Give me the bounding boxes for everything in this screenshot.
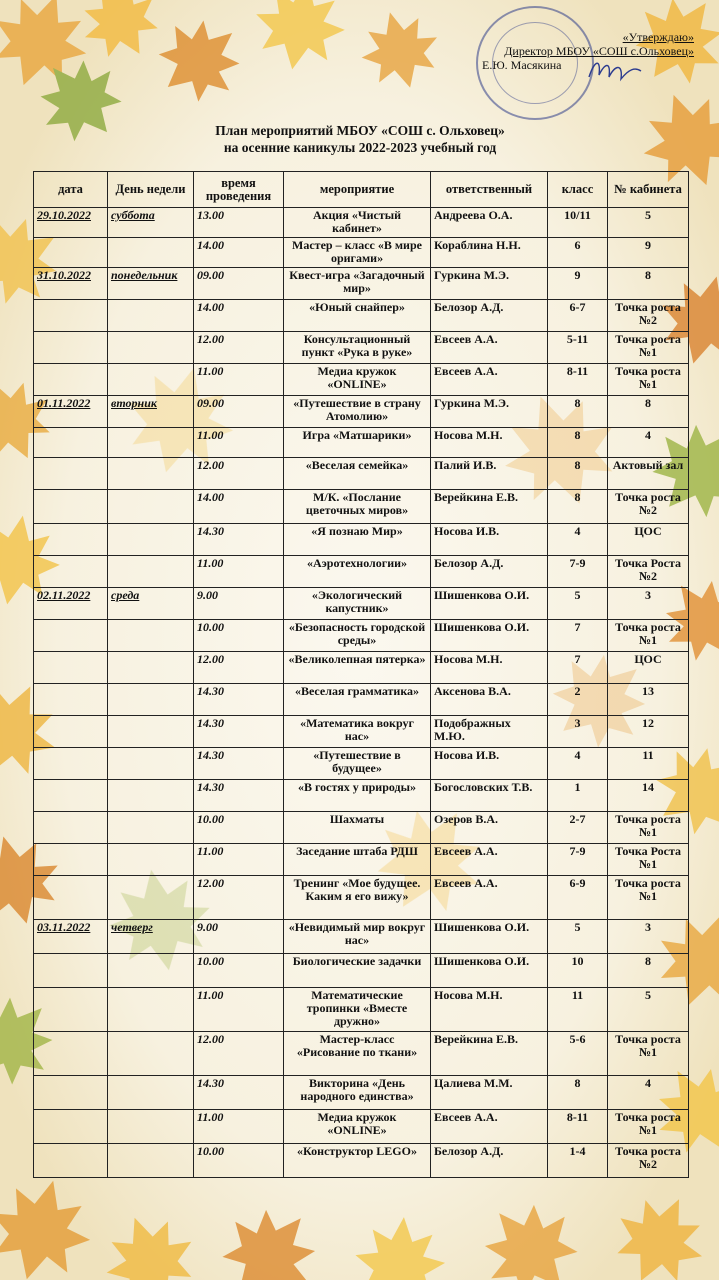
cell-date bbox=[34, 238, 108, 268]
cell-cls: 9 bbox=[548, 268, 608, 300]
cell-time: 11.00 bbox=[194, 556, 284, 588]
col-header-time: время проведения bbox=[194, 172, 284, 208]
cell-time: 13.00 bbox=[194, 208, 284, 238]
table-row bbox=[34, 620, 689, 652]
cell-event: «Я познаю Мир» bbox=[284, 524, 431, 556]
cell-cls: 8 bbox=[548, 396, 608, 428]
cell-event: Биологические задачки bbox=[284, 954, 431, 988]
cell-day bbox=[108, 524, 194, 556]
cell-date bbox=[34, 1076, 108, 1110]
cell-room: Точка роста №1 bbox=[608, 1032, 689, 1076]
cell-responsible: Носова И.В. bbox=[431, 524, 548, 556]
cell-day bbox=[108, 1076, 194, 1110]
cell-day bbox=[108, 954, 194, 988]
cell-responsible: Белозор А.Д. bbox=[431, 300, 548, 332]
cell-date bbox=[34, 684, 108, 716]
cell-date bbox=[34, 748, 108, 780]
cell-time: 09.00 bbox=[194, 268, 284, 300]
cell-event: Игра «Матшарики» bbox=[284, 428, 431, 458]
cell-room: Точка роста №1 bbox=[608, 620, 689, 652]
cell-cls: 2-7 bbox=[548, 812, 608, 844]
approval-position: Директор МБОУ «СОШ с.Ольховец» bbox=[504, 44, 694, 58]
cell-date: 29.10.2022 bbox=[34, 208, 108, 238]
cell-room: 12 bbox=[608, 716, 689, 748]
cell-time: 11.00 bbox=[194, 844, 284, 876]
cell-cls: 8 bbox=[548, 490, 608, 524]
table-row bbox=[34, 268, 689, 300]
cell-room: 8 bbox=[608, 954, 689, 988]
cell-time: 14.30 bbox=[194, 1076, 284, 1110]
cell-event: «В гостях у природы» bbox=[284, 780, 431, 812]
cell-responsible: Шишенкова О.И. bbox=[431, 920, 548, 954]
cell-date: 01.11.2022 bbox=[34, 396, 108, 428]
cell-date bbox=[34, 490, 108, 524]
cell-room: Точка роста №1 bbox=[608, 876, 689, 920]
cell-responsible: Евсеев А.А. bbox=[431, 876, 548, 920]
cell-event: «Аэротехнологии» bbox=[284, 556, 431, 588]
cell-date bbox=[34, 780, 108, 812]
cell-room: 14 bbox=[608, 780, 689, 812]
cell-time: 11.00 bbox=[194, 1110, 284, 1144]
cell-room: 3 bbox=[608, 588, 689, 620]
cell-cls: 3 bbox=[548, 716, 608, 748]
cell-day bbox=[108, 300, 194, 332]
cell-responsible: Евсеев А.А. bbox=[431, 364, 548, 396]
cell-day bbox=[108, 1110, 194, 1144]
cell-room: Актовый зал bbox=[608, 458, 689, 490]
cell-responsible: Гуркина М.Э. bbox=[431, 268, 548, 300]
cell-cls: 6 bbox=[548, 238, 608, 268]
title-line-2: на осенние каникулы 2022-2023 учебный год bbox=[223, 140, 497, 155]
cell-room: 11 bbox=[608, 748, 689, 780]
table-row bbox=[34, 1032, 689, 1076]
cell-date bbox=[34, 556, 108, 588]
cell-cls: 10/11 bbox=[548, 208, 608, 238]
cell-event: «Юный снайпер» bbox=[284, 300, 431, 332]
table-row bbox=[34, 876, 689, 920]
cell-room: 4 bbox=[608, 1076, 689, 1110]
cell-day bbox=[108, 684, 194, 716]
cell-day bbox=[108, 652, 194, 684]
cell-event: М/К. «Послание цветочных миров» bbox=[284, 490, 431, 524]
table-row bbox=[34, 954, 689, 988]
cell-responsible: Верейкина Е.В. bbox=[431, 1032, 548, 1076]
cell-cls: 7-9 bbox=[548, 844, 608, 876]
col-header-date: дата bbox=[34, 172, 108, 208]
cell-event: «Невидимый мир вокруг нас» bbox=[284, 920, 431, 954]
cell-day bbox=[108, 1144, 194, 1178]
cell-day: вторник bbox=[108, 396, 194, 428]
cell-date bbox=[34, 1144, 108, 1178]
table-row bbox=[34, 490, 689, 524]
cell-date bbox=[34, 716, 108, 748]
cell-event: Мастер – класс «В мире оригами» bbox=[284, 238, 431, 268]
table-row bbox=[34, 988, 689, 1032]
cell-date bbox=[34, 458, 108, 490]
cell-responsible: Носова М.Н. bbox=[431, 988, 548, 1032]
cell-day bbox=[108, 780, 194, 812]
cell-event: Квест-игра «Загадочный мир» bbox=[284, 268, 431, 300]
cell-day: четверг bbox=[108, 920, 194, 954]
cell-event: «Веселая грамматика» bbox=[284, 684, 431, 716]
cell-time: 14.30 bbox=[194, 748, 284, 780]
cell-time: 12.00 bbox=[194, 332, 284, 364]
cell-cls: 5-6 bbox=[548, 1032, 608, 1076]
cell-date bbox=[34, 620, 108, 652]
cell-cls: 2 bbox=[548, 684, 608, 716]
cell-room: 4 bbox=[608, 428, 689, 458]
cell-day bbox=[108, 812, 194, 844]
cell-date bbox=[34, 1110, 108, 1144]
cell-time: 11.00 bbox=[194, 364, 284, 396]
table-row bbox=[34, 652, 689, 684]
cell-room: Точка Роста №1 bbox=[608, 844, 689, 876]
table-row bbox=[34, 208, 689, 238]
cell-day: суббота bbox=[108, 208, 194, 238]
cell-responsible: Евсеев А.А. bbox=[431, 332, 548, 364]
table-row bbox=[34, 684, 689, 716]
cell-cls: 6-7 bbox=[548, 300, 608, 332]
table-row bbox=[34, 1144, 689, 1178]
approval-block bbox=[462, 30, 694, 72]
cell-room: ЦОС bbox=[608, 524, 689, 556]
cell-time: 12.00 bbox=[194, 876, 284, 920]
cell-room: Точка роста №1 bbox=[608, 812, 689, 844]
table-row bbox=[34, 748, 689, 780]
cell-cls: 8-11 bbox=[548, 1110, 608, 1144]
cell-day bbox=[108, 428, 194, 458]
table-row bbox=[34, 812, 689, 844]
cell-time: 11.00 bbox=[194, 988, 284, 1032]
table-row bbox=[34, 716, 689, 748]
cell-time: 14.00 bbox=[194, 490, 284, 524]
col-header-event: мероприятие bbox=[284, 172, 431, 208]
cell-room: 9 bbox=[608, 238, 689, 268]
table-row bbox=[34, 588, 689, 620]
cell-date bbox=[34, 364, 108, 396]
cell-time: 14.30 bbox=[194, 780, 284, 812]
cell-event: «Экологический капустник» bbox=[284, 588, 431, 620]
cell-day: среда bbox=[108, 588, 194, 620]
cell-event: Викторина «День народного единства» bbox=[284, 1076, 431, 1110]
cell-event: «Веселая семейка» bbox=[284, 458, 431, 490]
cell-event: Мастер-класс «Рисование по ткани» bbox=[284, 1032, 431, 1076]
approval-name: Е.Ю. Масякина bbox=[482, 58, 562, 72]
cell-date: 03.11.2022 bbox=[34, 920, 108, 954]
cell-cls: 8 bbox=[548, 428, 608, 458]
cell-date bbox=[34, 652, 108, 684]
cell-cls: 7 bbox=[548, 652, 608, 684]
cell-room: ЦОС bbox=[608, 652, 689, 684]
cell-cls: 10 bbox=[548, 954, 608, 988]
cell-day bbox=[108, 716, 194, 748]
cell-responsible: Евсеев А.А. bbox=[431, 844, 548, 876]
cell-cls: 6-9 bbox=[548, 876, 608, 920]
events-table bbox=[33, 171, 689, 1178]
cell-event: «Математика вокруг нас» bbox=[284, 716, 431, 748]
cell-time: 9.00 bbox=[194, 920, 284, 954]
col-header-class: класс bbox=[548, 172, 608, 208]
cell-responsible: Богословских Т.В. bbox=[431, 780, 548, 812]
cell-cls: 1 bbox=[548, 780, 608, 812]
cell-room: Точка Роста №2 bbox=[608, 556, 689, 588]
table-row bbox=[34, 1110, 689, 1144]
cell-responsible: Озеров В.А. bbox=[431, 812, 548, 844]
cell-time: 10.00 bbox=[194, 1144, 284, 1178]
cell-room: Точка роста №1 bbox=[608, 332, 689, 364]
cell-room: 8 bbox=[608, 396, 689, 428]
cell-event: «Путешествие в страну Атомолию» bbox=[284, 396, 431, 428]
cell-responsible: Верейкина Е.В. bbox=[431, 490, 548, 524]
table-row bbox=[34, 524, 689, 556]
table-row bbox=[34, 332, 689, 364]
cell-day bbox=[108, 988, 194, 1032]
cell-responsible: Палий И.В. bbox=[431, 458, 548, 490]
table-header-row bbox=[34, 172, 689, 208]
cell-room: 8 bbox=[608, 268, 689, 300]
cell-cls: 5 bbox=[548, 588, 608, 620]
cell-event: Тренинг «Мое будущее. Каким я его вижу» bbox=[284, 876, 431, 920]
cell-time: 12.00 bbox=[194, 652, 284, 684]
cell-cls: 8-11 bbox=[548, 364, 608, 396]
cell-cls: 5 bbox=[548, 920, 608, 954]
cell-responsible: Носова М.Н. bbox=[431, 652, 548, 684]
cell-time: 10.00 bbox=[194, 620, 284, 652]
col-header-room: № кабинета bbox=[608, 172, 689, 208]
cell-day bbox=[108, 238, 194, 268]
cell-time: 14.30 bbox=[194, 684, 284, 716]
cell-event: Заседание штаба РДШ bbox=[284, 844, 431, 876]
cell-room: 13 bbox=[608, 684, 689, 716]
cell-cls: 11 bbox=[548, 988, 608, 1032]
cell-responsible: Шишенкова О.И. bbox=[431, 588, 548, 620]
col-header-day: День недели bbox=[108, 172, 194, 208]
cell-event: Акция «Чистый кабинет» bbox=[284, 208, 431, 238]
cell-day bbox=[108, 458, 194, 490]
cell-time: 14.30 bbox=[194, 716, 284, 748]
cell-time: 10.00 bbox=[194, 954, 284, 988]
cell-responsible: Цалиева М.М. bbox=[431, 1076, 548, 1110]
table-row bbox=[34, 1076, 689, 1110]
cell-date bbox=[34, 428, 108, 458]
cell-date bbox=[34, 844, 108, 876]
cell-responsible: Аксенова В.А. bbox=[431, 684, 548, 716]
cell-date bbox=[34, 812, 108, 844]
cell-room: Точка роста №2 bbox=[608, 300, 689, 332]
cell-responsible: Гуркина М.Э. bbox=[431, 396, 548, 428]
cell-event: «Безопасность городской среды» bbox=[284, 620, 431, 652]
cell-event: «Путешествие в будущее» bbox=[284, 748, 431, 780]
page-title bbox=[150, 122, 570, 156]
cell-room: 3 bbox=[608, 920, 689, 954]
cell-time: 9.00 bbox=[194, 588, 284, 620]
cell-event: Медиа кружок «ONLINE» bbox=[284, 364, 431, 396]
table-row bbox=[34, 238, 689, 268]
cell-time: 12.00 bbox=[194, 1032, 284, 1076]
cell-cls: 1-4 bbox=[548, 1144, 608, 1178]
table-row bbox=[34, 364, 689, 396]
cell-cls: 7-9 bbox=[548, 556, 608, 588]
cell-responsible: Евсеев А.А. bbox=[431, 1110, 548, 1144]
cell-cls: 5-11 bbox=[548, 332, 608, 364]
cell-time: 14.00 bbox=[194, 300, 284, 332]
cell-time: 12.00 bbox=[194, 458, 284, 490]
cell-room: 5 bbox=[608, 208, 689, 238]
cell-room: 5 bbox=[608, 988, 689, 1032]
cell-event: Консультационный пункт «Рука в руке» bbox=[284, 332, 431, 364]
cell-event: «Конструктор LEGO» bbox=[284, 1144, 431, 1178]
cell-responsible: Шишенкова О.И. bbox=[431, 620, 548, 652]
cell-date bbox=[34, 988, 108, 1032]
cell-time: 14.00 bbox=[194, 238, 284, 268]
cell-responsible: Подображных М.Ю. bbox=[431, 716, 548, 748]
cell-event: Математические тропинки «Вместе дружно» bbox=[284, 988, 431, 1032]
col-header-responsible: ответственный bbox=[431, 172, 548, 208]
table-row bbox=[34, 428, 689, 458]
cell-room: Точка роста №1 bbox=[608, 364, 689, 396]
cell-date bbox=[34, 300, 108, 332]
cell-responsible: Кораблина Н.Н. bbox=[431, 238, 548, 268]
cell-day bbox=[108, 876, 194, 920]
cell-date bbox=[34, 876, 108, 920]
cell-responsible: Носова М.Н. bbox=[431, 428, 548, 458]
cell-date bbox=[34, 1032, 108, 1076]
title-line-1: План мероприятий МБОУ «СОШ с. Ольховец» bbox=[215, 123, 505, 138]
cell-time: 14.30 bbox=[194, 524, 284, 556]
cell-responsible: Белозор А.Д. bbox=[431, 1144, 548, 1178]
cell-date: 31.10.2022 bbox=[34, 268, 108, 300]
cell-room: Точка роста №1 bbox=[608, 1110, 689, 1144]
cell-date: 02.11.2022 bbox=[34, 588, 108, 620]
cell-day bbox=[108, 490, 194, 524]
cell-cls: 8 bbox=[548, 1076, 608, 1110]
cell-day bbox=[108, 620, 194, 652]
cell-room: Точка роста №2 bbox=[608, 1144, 689, 1178]
cell-responsible: Андреева О.А. bbox=[431, 208, 548, 238]
cell-cls: 4 bbox=[548, 524, 608, 556]
cell-time: 11.00 bbox=[194, 428, 284, 458]
table-row bbox=[34, 780, 689, 812]
cell-day bbox=[108, 364, 194, 396]
cell-responsible: Носова И.В. bbox=[431, 748, 548, 780]
cell-time: 09.00 bbox=[194, 396, 284, 428]
cell-responsible: Шишенкова О.И. bbox=[431, 954, 548, 988]
cell-day bbox=[108, 748, 194, 780]
cell-day bbox=[108, 844, 194, 876]
cell-date bbox=[34, 332, 108, 364]
cell-day bbox=[108, 556, 194, 588]
table-row bbox=[34, 920, 689, 954]
cell-responsible: Белозор А.Д. bbox=[431, 556, 548, 588]
cell-date bbox=[34, 524, 108, 556]
cell-event: «Великолепная пятерка» bbox=[284, 652, 431, 684]
cell-cls: 4 bbox=[548, 748, 608, 780]
approval-heading: «Утверждаю» bbox=[622, 30, 694, 44]
table-row bbox=[34, 300, 689, 332]
table-row bbox=[34, 396, 689, 428]
cell-day: понедельник bbox=[108, 268, 194, 300]
cell-cls: 7 bbox=[548, 620, 608, 652]
cell-room: Точка роста №2 bbox=[608, 490, 689, 524]
cell-date bbox=[34, 954, 108, 988]
table-row bbox=[34, 458, 689, 490]
cell-day bbox=[108, 1032, 194, 1076]
cell-event: Медиа кружок «ONLINE» bbox=[284, 1110, 431, 1144]
cell-event: Шахматы bbox=[284, 812, 431, 844]
cell-cls: 8 bbox=[548, 458, 608, 490]
cell-day bbox=[108, 332, 194, 364]
table-row bbox=[34, 844, 689, 876]
cell-time: 10.00 bbox=[194, 812, 284, 844]
table-row bbox=[34, 556, 689, 588]
